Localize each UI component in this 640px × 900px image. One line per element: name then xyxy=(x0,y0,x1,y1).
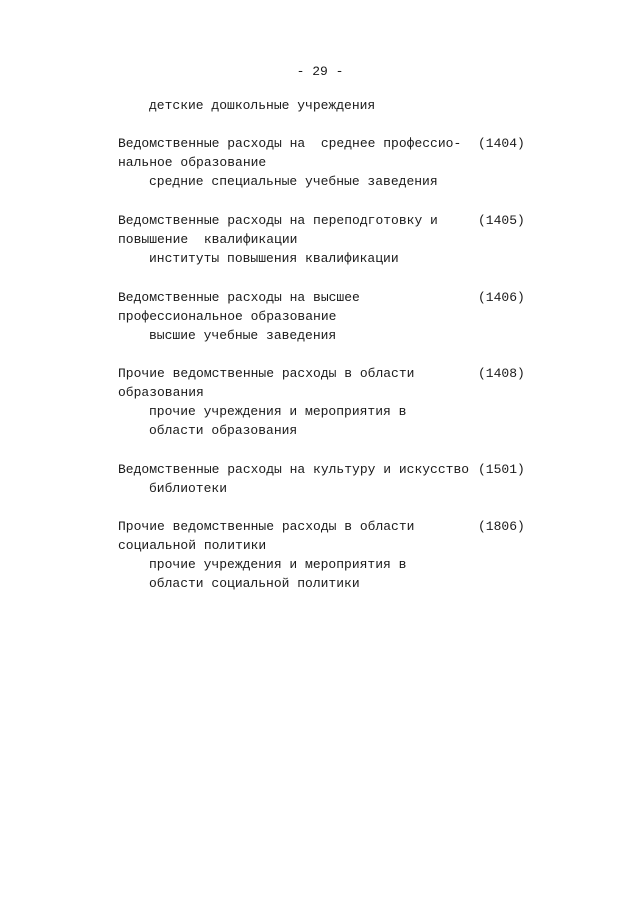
entry-1501-title-line-1: Ведомственные расходы на культуру и искусство xyxy=(118,462,470,477)
entry-1806-title-line-1: Прочие ведомственные расходы в области xyxy=(118,519,415,534)
entry-1406-code: (1406) xyxy=(478,290,525,305)
entry-1806-title-line-2: социальной политики xyxy=(118,538,267,553)
entry-1405-subitem: институты повышения квалификации xyxy=(149,251,399,266)
entry-1806-code: (1806) xyxy=(478,519,525,534)
entry-1408-code: (1408) xyxy=(478,366,525,381)
entry-1405-title-line-1: Ведомственные расходы на переподготовку и xyxy=(118,213,438,228)
entry-1806-subitem-line-1: прочие учреждения и мероприятия в xyxy=(149,557,407,572)
entry-1408-title-line-2: образования xyxy=(118,385,204,400)
entry-1406-title-line-2: профессиональное образование xyxy=(118,309,337,324)
entry-1501-code: (1501) xyxy=(478,462,525,477)
entry-1404-title-line-2: нальное образование xyxy=(118,155,267,170)
entry-0-line-0: детские дошкольные учреждения xyxy=(149,98,376,113)
entry-1806-subitem-line-2: области социальной политики xyxy=(149,576,360,591)
page-number: - 29 - xyxy=(296,64,344,79)
entry-1404-title-line-1: Ведомственные расходы на среднее профессио- xyxy=(118,136,462,151)
entry-1501-subitem: библиотеки xyxy=(149,481,228,496)
entry-1408-title-line-1: Прочие ведомственные расходы в области xyxy=(118,366,415,381)
entry-1408-subitem-line-1: прочие учреждения и мероприятия в xyxy=(149,404,407,419)
entry-1408-subitem-line-2: области образования xyxy=(149,423,298,438)
entry-1406-title-line-1: Ведомственные расходы на высшее xyxy=(118,290,360,305)
entry-1406-subitem: высшие учебные заведения xyxy=(149,328,337,343)
entry-1404-subitem: средние специальные учебные заведения xyxy=(149,174,438,189)
entry-1404-code: (1404) xyxy=(478,136,525,151)
entry-1405-title-line-2: повышение квалификации xyxy=(118,232,298,247)
entry-1405-code: (1405) xyxy=(478,213,525,228)
